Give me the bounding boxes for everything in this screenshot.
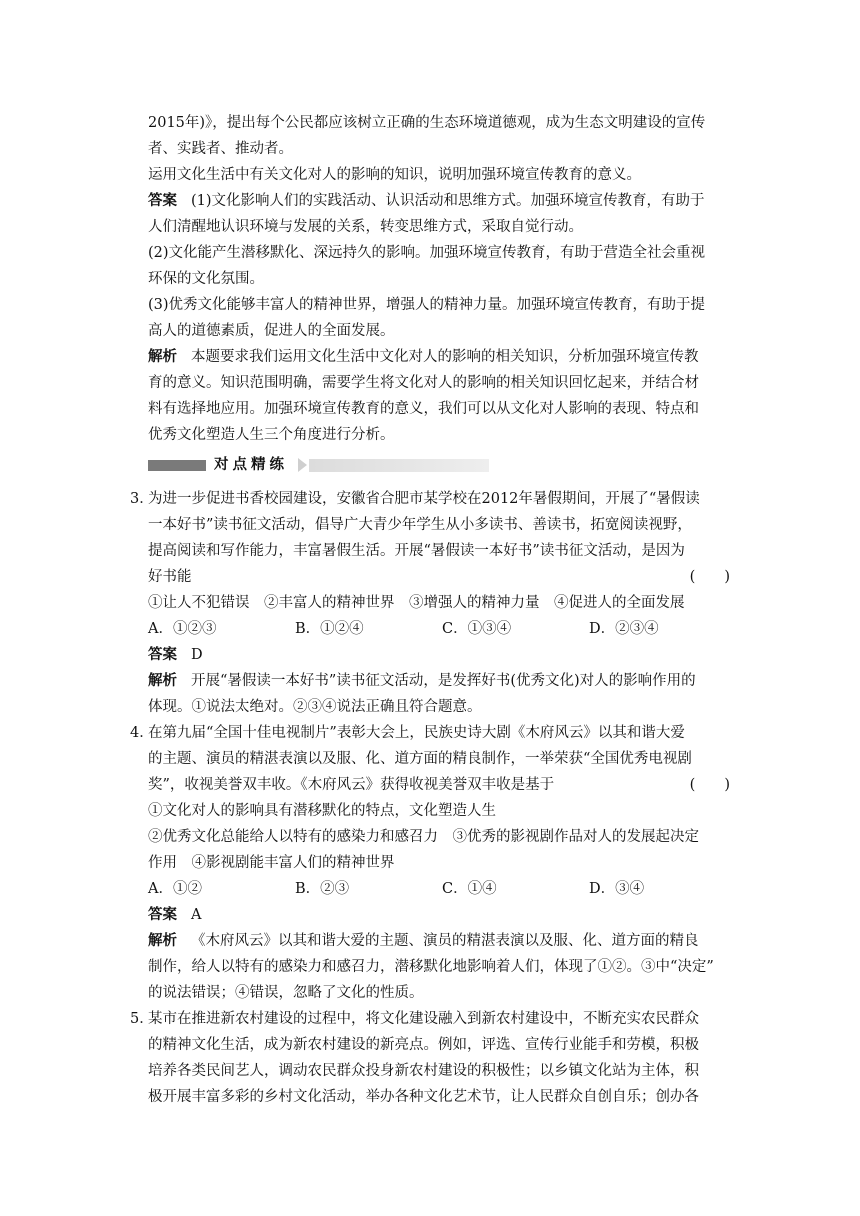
option-row xyxy=(148,876,738,902)
statement-items: ①让人不犯错误 ②丰富人的精神世界 ③增强人的精神力量 ④促进人的全面发展 xyxy=(148,595,685,611)
answer-text: 高人的道德素质，促进人的全面发展。 xyxy=(148,323,395,339)
question-text: 为进一步促进书香校园建设，安徽省合肥市某学校在2012年暑假期间，开展了“暑假读 xyxy=(148,491,700,507)
analysis-text: 本题要求我们运用文化生活中文化对人的影响的相关知识，分析加强环境宣传教 xyxy=(191,349,699,365)
banner-bar-right xyxy=(309,459,489,472)
answer-blank: ( ) xyxy=(689,569,730,585)
option-d: D．③④ xyxy=(589,881,645,897)
answer-text: (3)优秀文化能够丰富人的精神世界，增强人的精神力量。加强环境宣传教育，有助于提 xyxy=(148,297,706,313)
question-text: 一本好书”读书征文活动，倡导广大青少年学生从小多读书、善读书，拓宽阅读视野， xyxy=(148,517,692,533)
answer-text: A xyxy=(191,907,202,923)
question-5 xyxy=(130,1006,738,1110)
analysis-text: 开展“暑假读一本好书”读书征文活动，是发挥好书(优秀文化)对人的影响作用的 xyxy=(191,673,696,689)
question-text: 的主题、演员的精湛表演以及服、化、道方面的精良制作，一举荣获“全国优秀电视剧 xyxy=(148,751,692,767)
statement-items: ②优秀文化总能给人以特有的感染力和感召力 ③优秀的影视剧作品对人的发展起决定 xyxy=(148,829,699,845)
question-text: 提高阅读和写作能力，丰富暑假生活。开展“暑假读一本好书”读书征文活动，是因为 xyxy=(148,543,685,559)
answer-line xyxy=(148,902,738,928)
banner-bar-left xyxy=(148,460,206,471)
answer-label: 答案 xyxy=(148,907,177,923)
text-line: 运用文化生活中有关文化对人的影响的知识，说明加强环境宣传教育的意义。 xyxy=(148,167,641,183)
answer-line xyxy=(148,188,738,214)
answer-text: 人们清醒地认识环境与发展的关系，转变思维方式，采取自觉行动。 xyxy=(148,219,583,235)
question-text: 在第九届“全国十佳电视制片”表彰大会上，民族史诗大剧《木府风云》以其和谐大爱 xyxy=(148,725,685,741)
analysis-label: 解析 xyxy=(148,673,177,689)
answer-text: (2)文化能产生潜移默化、深远持久的影响。加强环境宣传教育，有助于营造全社会重视 xyxy=(148,245,706,261)
answer-text: 环保的文化氛围。 xyxy=(148,271,264,287)
answer-line xyxy=(148,642,738,668)
statement-items: ①文化对人的影响具有潜移默化的特点，文化塑造人生 xyxy=(148,803,496,819)
answer-blank: ( ) xyxy=(689,777,730,793)
analysis-text: 《木府风云》以其和谐大爱的主题、演员的精湛表演以及服、化、道方面的精良 xyxy=(191,933,699,949)
question-text: 奖”，收视美誉双丰收。《木府风云》获得收视美誉双丰收是基于 xyxy=(148,777,555,793)
analysis-line xyxy=(148,668,738,694)
question-text: 培养各类民间艺人，调动农民群众投身新农村建设的积极性；以乡镇文化站为主体，积 xyxy=(148,1063,699,1079)
analysis-line xyxy=(148,344,738,370)
analysis-text: 体现。①说法太绝对。②③④说法正确且符合题意。 xyxy=(148,699,482,715)
statement-items: 作用 ④影视剧能丰富人们的精神世界 xyxy=(148,855,395,871)
analysis-text: 制作，给人以特有的感染力和感召力，潜移默化地影响着人们，体现了①②。③中“决定” xyxy=(148,959,714,975)
section-title: 对点精练 xyxy=(206,452,298,478)
question-text: 某市在推进新农村建设的过程中，将文化建设融入到新农村建设中，不断充实农民群众 xyxy=(148,1011,699,1027)
analysis-text: 的说法错误；④错误，忽略了文化的性质。 xyxy=(148,985,424,1001)
analysis-text: 优秀文化塑造人生三个角度进行分析。 xyxy=(148,427,395,443)
question-stem-end xyxy=(148,564,738,590)
intro-block xyxy=(148,110,738,448)
question-text: 的精神文化生活，成为新农村建设的新亮点。例如，评选、宣传行业能手和劳模，积极 xyxy=(148,1037,699,1053)
question-text: 极开展丰富多彩的乡村文化活动，举办各种文化艺术节，让人民群众自创自乐；创办各 xyxy=(148,1089,699,1105)
answer-text: (1)文化影响人们的实践活动、认识活动和思维方式。加强环境宣传教育，有助于 xyxy=(191,193,705,209)
answer-text: D xyxy=(191,647,203,663)
option-c: C．①③④ xyxy=(442,621,512,637)
section-banner xyxy=(148,454,738,476)
option-row xyxy=(148,616,738,642)
option-b: B．①②④ xyxy=(295,621,364,637)
analysis-label: 解析 xyxy=(148,349,177,365)
option-b: B．②③ xyxy=(295,881,350,897)
question-number: 4． xyxy=(130,725,154,741)
analysis-text: 育的意义。知识范围明确，需要学生将文化对人的影响的相关知识回忆起来，并结合材 xyxy=(148,375,699,391)
option-a: A．①②③ xyxy=(148,621,217,637)
text-line: 者、实践者、推动者。 xyxy=(148,141,293,157)
analysis-text: 料有选择地应用。加强环境宣传教育的意义，我们可以从文化对人影响的表现、特点和 xyxy=(148,401,699,417)
analysis-line xyxy=(148,928,738,954)
option-d: D．②③④ xyxy=(589,621,659,637)
option-a: A．①② xyxy=(148,881,202,897)
banner-arrow xyxy=(298,458,307,472)
text-line: 2015年)》，提出每个公民都应该树立正确的生态环境道德观，成为生态文明建设的宣传 xyxy=(148,115,706,131)
answer-label: 答案 xyxy=(148,647,177,663)
question-stem-end xyxy=(148,772,738,798)
analysis-label: 解析 xyxy=(148,933,177,949)
question-number: 5． xyxy=(130,1011,154,1027)
question-number: 3． xyxy=(130,491,154,507)
answer-label: 答案 xyxy=(148,193,177,209)
question-text: 好书能 xyxy=(148,569,192,585)
page-content xyxy=(130,110,738,1110)
option-c: C．①④ xyxy=(442,881,497,897)
question-3 xyxy=(130,486,738,720)
question-4 xyxy=(130,720,738,1006)
